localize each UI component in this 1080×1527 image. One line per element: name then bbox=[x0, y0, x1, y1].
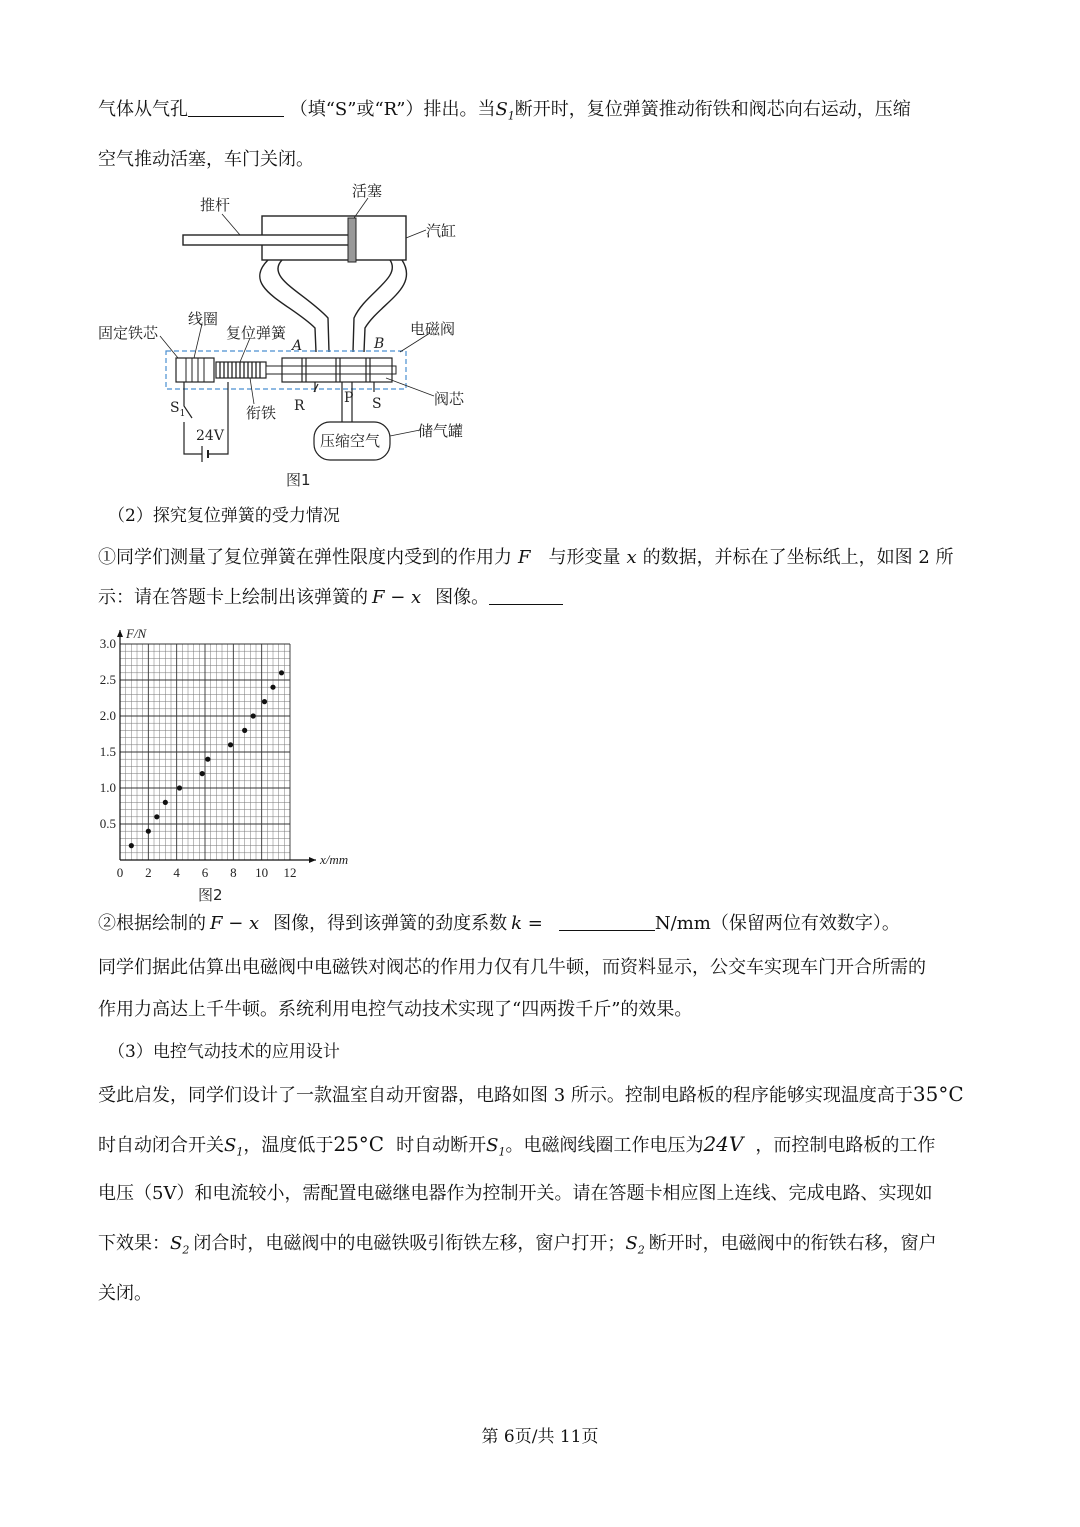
label-push-rod: 推杆 bbox=[200, 196, 231, 214]
paragraph-line-9: 关闭。 bbox=[98, 1283, 152, 1304]
label-s1: $S_1$ bbox=[170, 400, 186, 419]
data-point bbox=[279, 670, 284, 675]
data-point bbox=[251, 713, 256, 718]
pipe-right-outer bbox=[364, 260, 407, 352]
paragraph-line-2: 空气推动活塞，车门关闭。 bbox=[98, 149, 314, 170]
x-tick-label: 12 bbox=[283, 865, 297, 880]
paragraph-line-7: 电压（5V）和电流较小，需配置电磁继电器作为控制开关。请在答题卡相应图上连线、完成电路、实现如 bbox=[98, 1183, 933, 1204]
paragraph-line-1 bbox=[98, 98, 911, 129]
answer-blank-1[interactable] bbox=[188, 98, 284, 117]
paragraph-line-3: 同学们据此估算出电磁阀中电磁铁对阀芯的作用力仅有几牛顿，而资料显示，公交车实现车门开合所需的 bbox=[98, 957, 926, 978]
label-compressed-air: 压缩空气 bbox=[320, 432, 381, 450]
x-tick-label: 4 bbox=[173, 865, 180, 880]
symbol-s1: $S_1$ bbox=[495, 99, 515, 123]
y-tick-label: 2.0 bbox=[99, 708, 116, 723]
section-3-heading: （3）电控气动技术的应用设计 bbox=[108, 1042, 340, 1062]
data-point bbox=[270, 685, 275, 690]
y-tick-label: 3.0 bbox=[99, 636, 116, 651]
label-port-p: P bbox=[344, 390, 354, 406]
text: （填“S”或“R”）排出。当 bbox=[289, 99, 496, 120]
paragraph-line-5: 受此启发，同学们设计了一款温室自动开窗器，电路如图 3 所示。控制电路板的程序能够实现温度高于35°C bbox=[98, 1082, 964, 1106]
label-tank: 储气罐 bbox=[418, 422, 464, 440]
symbol-s2: $S_2$ bbox=[625, 1233, 645, 1257]
x-tick-labels bbox=[117, 865, 297, 880]
pipe-right-inner bbox=[353, 260, 392, 352]
data-point bbox=[154, 814, 159, 819]
x-tick-label: 6 bbox=[201, 865, 209, 880]
figure-2-scatter-chart bbox=[90, 615, 380, 910]
label-piston: 活塞 bbox=[352, 182, 383, 200]
piston bbox=[348, 218, 356, 262]
figure-2-caption: 图2 bbox=[198, 886, 223, 904]
page-footer: 第 6页/共 11页 bbox=[481, 1427, 599, 1447]
data-point bbox=[262, 699, 267, 704]
y-tick-label: 1.0 bbox=[99, 780, 116, 795]
x-tick-label: 2 bbox=[145, 865, 152, 880]
data-point bbox=[163, 800, 168, 805]
x-axis-arrow bbox=[309, 857, 316, 863]
question-1-line-2: 示：请在答题卡上绘制出该弹簧的 F − x 图像。 bbox=[98, 586, 563, 610]
data-point bbox=[177, 785, 182, 790]
x-tick-label: 10 bbox=[255, 865, 269, 880]
label-fixed-core: 固定铁芯 bbox=[98, 324, 159, 342]
figure-1-solenoid-valve-diagram bbox=[90, 178, 490, 498]
x-tick-label: 8 bbox=[230, 865, 237, 880]
paragraph-line-4: 作用力高达上千牛顿。系统利用电控气动技术实现了“四两拨千斤”的效果。 bbox=[98, 999, 693, 1020]
data-point bbox=[146, 829, 151, 834]
x-axis-label: x/mm bbox=[320, 852, 349, 867]
fixed-iron-core bbox=[176, 358, 214, 382]
label-coil: 线圈 bbox=[188, 310, 219, 328]
figure-1-caption: 图1 bbox=[286, 471, 311, 489]
data-point bbox=[129, 843, 134, 848]
data-point bbox=[205, 757, 210, 762]
y-axis-arrow bbox=[117, 630, 123, 637]
x-tick-label: 0 bbox=[116, 865, 124, 880]
symbol-s1: $S_1$ bbox=[224, 1135, 244, 1159]
push-rod bbox=[183, 235, 351, 245]
question-1-line-1: ①同学们测量了复位弹簧在弹性限度内受到的作用力 F 与形变量 x 的数据，并标在了坐标纸上，如图 2 所 bbox=[98, 547, 954, 568]
label-a: A bbox=[292, 338, 303, 354]
label-solenoid-valve: 电磁阀 bbox=[410, 320, 456, 338]
data-point bbox=[228, 742, 233, 747]
grid-major bbox=[120, 644, 290, 860]
label-port-s: S bbox=[372, 396, 382, 412]
paragraph-line-6: 时自动闭合开关$S_1$，温度低于25°C 时自动断开$S_1$。电磁阀线圈工作电压为24V ，而控制电路板的工作 bbox=[98, 1132, 936, 1159]
data-point bbox=[242, 728, 247, 733]
label-return-spring: 复位弹簧 bbox=[226, 324, 287, 342]
y-tick-labels bbox=[100, 636, 116, 831]
valve-spool-rod bbox=[266, 366, 396, 374]
text: 气体从气孔 bbox=[98, 99, 188, 120]
y-tick-label: 2.5 bbox=[99, 672, 116, 687]
label-b: B bbox=[374, 336, 385, 352]
section-2-heading: （2）探究复位弹簧的受力情况 bbox=[108, 506, 340, 526]
label-armature: 衔铁 bbox=[246, 404, 277, 422]
label-spool: 阀芯 bbox=[434, 390, 465, 408]
y-tick-label: 1.5 bbox=[99, 744, 116, 759]
answer-blank-3[interactable] bbox=[559, 912, 655, 931]
answer-blank-2[interactable] bbox=[489, 586, 563, 605]
data-point bbox=[200, 771, 205, 776]
label-cylinder: 汽缸 bbox=[426, 222, 457, 240]
question-2-line: ②根据绘制的 F − x 图像，得到该弹簧的劲度系数 k = N/mm（保留两位有效数字）。 bbox=[98, 913, 900, 934]
symbol-s1: $S_1$ bbox=[486, 1135, 506, 1159]
paragraph-line-8: 下效果：$S_2$ 闭合时，电磁阀中的电磁铁吸引衔铁左移，窗户打开；$S_2$ 断开时，电磁阀中的衔铁右移，窗户 bbox=[98, 1233, 937, 1257]
symbol-s2: $S_2$ bbox=[170, 1233, 190, 1257]
y-axis-label: F/N bbox=[126, 626, 147, 641]
label-port-r: R bbox=[294, 398, 305, 414]
label-24v: 24V bbox=[196, 428, 224, 444]
y-tick-label: 0.5 bbox=[99, 816, 116, 831]
text: 断开时，复位弹簧推动衔铁和阀芯向右运动，压缩 bbox=[514, 99, 911, 120]
